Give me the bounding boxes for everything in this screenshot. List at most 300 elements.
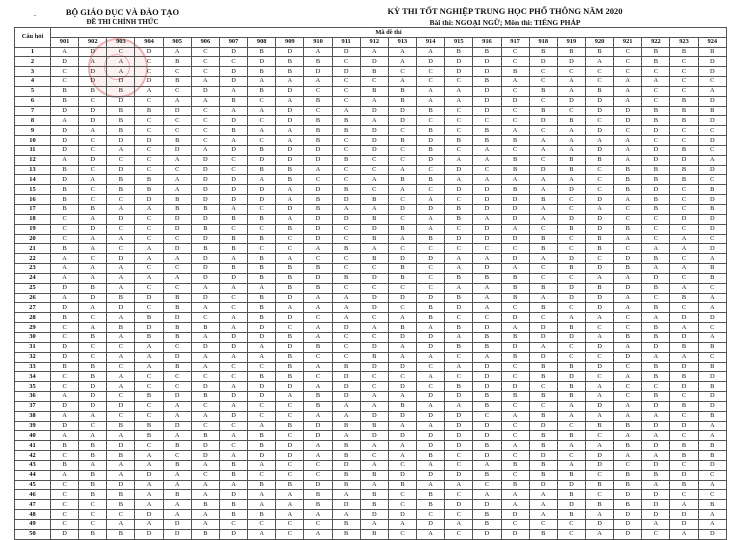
answer-cell: C bbox=[135, 116, 163, 126]
answer-cell: C bbox=[670, 136, 698, 146]
answer-cell: C bbox=[135, 372, 163, 382]
answer-cell: B bbox=[248, 145, 276, 155]
answer-cell: C bbox=[417, 510, 445, 520]
answer-cell: B bbox=[163, 205, 191, 215]
answer-cell: C bbox=[191, 401, 219, 411]
table-row bbox=[15, 195, 727, 205]
answer-cell: C bbox=[276, 460, 304, 470]
answer-cell: C bbox=[360, 332, 388, 342]
question-number: 12 bbox=[15, 155, 51, 165]
answer-cell: B bbox=[557, 470, 585, 480]
answer-cell: A bbox=[360, 47, 388, 57]
answer-cell: B bbox=[670, 145, 698, 155]
answer-cell: B bbox=[360, 234, 388, 244]
answer-cell: A bbox=[191, 77, 219, 87]
answer-cell: B bbox=[501, 460, 529, 470]
answer-cell: D bbox=[473, 323, 501, 333]
answer-cell: A bbox=[163, 273, 191, 283]
answer-cell: A bbox=[107, 332, 135, 342]
answer-cell: C bbox=[51, 500, 79, 510]
answer-cell: A bbox=[135, 205, 163, 215]
answer-cell: A bbox=[585, 273, 613, 283]
answer-cell: C bbox=[163, 86, 191, 96]
answer-cell: B bbox=[557, 382, 585, 392]
answer-cell: C bbox=[670, 273, 698, 283]
answer-cell: C bbox=[360, 382, 388, 392]
answer-cell: B bbox=[529, 362, 557, 372]
answer-cell: A bbox=[670, 500, 698, 510]
exam-code-header: 910 bbox=[304, 38, 332, 48]
answer-cell: B bbox=[135, 106, 163, 116]
answer-cell: B bbox=[670, 480, 698, 490]
answer-cell: B bbox=[163, 490, 191, 500]
answer-cell: B bbox=[191, 244, 219, 254]
answer-cell: B bbox=[107, 175, 135, 185]
answer-cell: B bbox=[276, 362, 304, 372]
answer-cell: C bbox=[135, 441, 163, 451]
answer-cell: A bbox=[107, 234, 135, 244]
answer-cell: A bbox=[614, 195, 642, 205]
answer-cell: C bbox=[529, 382, 557, 392]
answer-cell: A bbox=[445, 254, 473, 264]
exam-code-header: 912 bbox=[360, 38, 388, 48]
answer-cell: D bbox=[79, 392, 107, 402]
answer-cell: B bbox=[219, 126, 247, 136]
answer-cell: C bbox=[304, 470, 332, 480]
answer-cell: C bbox=[501, 451, 529, 461]
answer-cell: C bbox=[276, 520, 304, 530]
answer-cell: C bbox=[332, 264, 360, 274]
answer-cell: B bbox=[219, 500, 247, 510]
answer-cell: D bbox=[388, 332, 416, 342]
answer-cell: B bbox=[248, 214, 276, 224]
table-row bbox=[15, 303, 727, 313]
answer-cell: D bbox=[445, 431, 473, 441]
answer-cell: C bbox=[445, 490, 473, 500]
answer-cell: D bbox=[417, 411, 445, 421]
answer-cell: A bbox=[529, 214, 557, 224]
answer-cell: C bbox=[304, 254, 332, 264]
answer-cell: C bbox=[388, 490, 416, 500]
answer-cell: B bbox=[698, 205, 726, 215]
answer-cell: D bbox=[360, 303, 388, 313]
answer-cell: C bbox=[417, 165, 445, 175]
answer-cell: B bbox=[248, 67, 276, 77]
answer-cell: A bbox=[304, 293, 332, 303]
answer-cell: C bbox=[332, 342, 360, 352]
answer-cell: C bbox=[642, 234, 670, 244]
answer-cell: A bbox=[135, 86, 163, 96]
answer-cell: B bbox=[276, 332, 304, 342]
answer-cell: A bbox=[219, 480, 247, 490]
table-row bbox=[15, 411, 727, 421]
answer-cell: C bbox=[642, 86, 670, 96]
answer-cell: A bbox=[304, 332, 332, 342]
answer-cell: A bbox=[79, 234, 107, 244]
answer-cell: D bbox=[670, 520, 698, 530]
answer-cell: B bbox=[219, 244, 247, 254]
answer-cell: C bbox=[163, 234, 191, 244]
answer-cell: A bbox=[529, 510, 557, 520]
answer-cell: D bbox=[473, 431, 501, 441]
answer-cell: D bbox=[163, 145, 191, 155]
answer-cell: C bbox=[388, 214, 416, 224]
answer-cell: B bbox=[107, 500, 135, 510]
answer-cell: D bbox=[163, 244, 191, 254]
answer-cell: A bbox=[557, 145, 585, 155]
answer-cell: B bbox=[585, 155, 613, 165]
answer-cell: B bbox=[642, 254, 670, 264]
answer-cell: A bbox=[276, 136, 304, 146]
answer-cell: C bbox=[51, 214, 79, 224]
answer-cell: C bbox=[501, 401, 529, 411]
answer-cell: D bbox=[51, 126, 79, 136]
answer-cell: B bbox=[332, 520, 360, 530]
answer-cell: D bbox=[163, 224, 191, 234]
answer-cell: A bbox=[107, 382, 135, 392]
answer-cell: C bbox=[219, 372, 247, 382]
answer-cell: D bbox=[163, 352, 191, 362]
answer-cell: C bbox=[557, 234, 585, 244]
table-row bbox=[15, 510, 727, 520]
answer-cell: B bbox=[557, 510, 585, 520]
table-row bbox=[15, 451, 727, 461]
answer-cell: D bbox=[473, 57, 501, 67]
answer-cell: C bbox=[501, 86, 529, 96]
answer-cell: A bbox=[191, 490, 219, 500]
answer-cell: B bbox=[585, 283, 613, 293]
answer-cell: B bbox=[135, 332, 163, 342]
answer-cell: C bbox=[163, 342, 191, 352]
answer-cell: D bbox=[614, 490, 642, 500]
answer-cell: B bbox=[670, 372, 698, 382]
answer-cell: B bbox=[332, 362, 360, 372]
answer-cell: D bbox=[51, 421, 79, 431]
answer-cell: A bbox=[332, 431, 360, 441]
answer-cell: D bbox=[614, 529, 642, 539]
answer-cell: B bbox=[670, 96, 698, 106]
answer-cell: B bbox=[698, 441, 726, 451]
answer-cell: D bbox=[698, 372, 726, 382]
answer-cell: D bbox=[276, 342, 304, 352]
answer-cell: A bbox=[163, 411, 191, 421]
answer-cell: B bbox=[670, 401, 698, 411]
answer-cell: B bbox=[501, 480, 529, 490]
answer-cell: D bbox=[163, 529, 191, 539]
answer-cell: B bbox=[557, 362, 585, 372]
answer-cell: D bbox=[529, 116, 557, 126]
answer-cell: B bbox=[698, 273, 726, 283]
answer-cell: A bbox=[360, 441, 388, 451]
answer-cell: B bbox=[473, 401, 501, 411]
answer-cell: B bbox=[219, 460, 247, 470]
answer-cell: D bbox=[135, 136, 163, 146]
answer-cell: C bbox=[670, 185, 698, 195]
answer-cell: B bbox=[529, 470, 557, 480]
answer-cell: D bbox=[163, 214, 191, 224]
answer-cell: B bbox=[79, 470, 107, 480]
answer-cell: C bbox=[332, 136, 360, 146]
answer-cell: D bbox=[473, 264, 501, 274]
answer-cell: C bbox=[135, 401, 163, 411]
answer-cell: A bbox=[698, 520, 726, 530]
answer-cell: C bbox=[388, 303, 416, 313]
answer-cell: B bbox=[163, 332, 191, 342]
answer-cell: C bbox=[585, 165, 613, 175]
answer-cell: C bbox=[51, 332, 79, 342]
answer-cell: C bbox=[79, 96, 107, 106]
answer-cell: B bbox=[670, 165, 698, 175]
answer-cell: C bbox=[388, 145, 416, 155]
answer-cell: A bbox=[614, 372, 642, 382]
answer-cell: D bbox=[79, 116, 107, 126]
answer-cell: D bbox=[642, 460, 670, 470]
answer-cell: D bbox=[698, 392, 726, 402]
question-number: 35 bbox=[15, 382, 51, 392]
answer-cell: D bbox=[191, 293, 219, 303]
answer-cell: A bbox=[360, 392, 388, 402]
answer-cell: B bbox=[360, 254, 388, 264]
answer-cell: B bbox=[276, 352, 304, 362]
answer-cell: C bbox=[276, 411, 304, 421]
answer-cell: B bbox=[473, 520, 501, 530]
answer-cell: C bbox=[670, 205, 698, 215]
answer-cell: D bbox=[473, 224, 501, 234]
answer-cell: C bbox=[698, 470, 726, 480]
answer-cell: C bbox=[248, 401, 276, 411]
table-row bbox=[15, 165, 727, 175]
answer-cell: C bbox=[445, 352, 473, 362]
answer-cell: B bbox=[529, 86, 557, 96]
answer-cell: B bbox=[163, 362, 191, 372]
answer-cell: C bbox=[529, 273, 557, 283]
answer-cell: D bbox=[276, 205, 304, 215]
answer-cell: A bbox=[248, 175, 276, 185]
answer-cell: D bbox=[276, 451, 304, 461]
answer-cell: C bbox=[670, 490, 698, 500]
answer-cell: D bbox=[248, 332, 276, 342]
table-row bbox=[15, 332, 727, 342]
answer-cell: B bbox=[529, 106, 557, 116]
answer-cell: D bbox=[529, 165, 557, 175]
answer-cell: D bbox=[332, 47, 360, 57]
answer-cell: A bbox=[445, 362, 473, 372]
answer-cell: B bbox=[614, 175, 642, 185]
answer-cell: B bbox=[698, 411, 726, 421]
answer-cell: A bbox=[445, 96, 473, 106]
answer-cell: C bbox=[529, 224, 557, 234]
answer-cell: D bbox=[501, 214, 529, 224]
answer-cell: B bbox=[529, 244, 557, 254]
answer-cell: C bbox=[360, 155, 388, 165]
answer-cell: C bbox=[107, 195, 135, 205]
answer-cell: A bbox=[304, 47, 332, 57]
answer-cell: D bbox=[473, 185, 501, 195]
answer-cell: B bbox=[219, 510, 247, 520]
answer-cell: B bbox=[473, 332, 501, 342]
answer-cell: A bbox=[614, 303, 642, 313]
question-number: 45 bbox=[15, 480, 51, 490]
answer-cell: C bbox=[614, 214, 642, 224]
answer-cell: C bbox=[557, 205, 585, 215]
answer-cell: A bbox=[417, 352, 445, 362]
table-row bbox=[15, 372, 727, 382]
answer-cell: D bbox=[388, 362, 416, 372]
answer-cell: B bbox=[219, 234, 247, 244]
answer-cell: B bbox=[304, 126, 332, 136]
answer-cell: A bbox=[304, 323, 332, 333]
answer-cell: C bbox=[445, 195, 473, 205]
answer-cell: A bbox=[557, 175, 585, 185]
answer-cell: D bbox=[360, 224, 388, 234]
answer-cell: A bbox=[135, 460, 163, 470]
answer-cell: A bbox=[473, 352, 501, 362]
table-row bbox=[15, 401, 727, 411]
answer-cell: D bbox=[529, 480, 557, 490]
answer-cell: D bbox=[360, 145, 388, 155]
answer-cell: B bbox=[79, 490, 107, 500]
answer-cell: D bbox=[557, 293, 585, 303]
answer-cell: D bbox=[557, 283, 585, 293]
answer-cell: D bbox=[135, 77, 163, 87]
answer-cell: C bbox=[445, 529, 473, 539]
question-number: 38 bbox=[15, 411, 51, 421]
answer-cell: C bbox=[163, 264, 191, 274]
answer-cell: C bbox=[219, 520, 247, 530]
question-number: 4 bbox=[15, 77, 51, 87]
answer-cell: B bbox=[642, 195, 670, 205]
table-row bbox=[15, 500, 727, 510]
answer-cell: A bbox=[473, 490, 501, 500]
answer-cell: B bbox=[248, 480, 276, 490]
answer-cell: C bbox=[79, 254, 107, 264]
answer-cell: A bbox=[163, 155, 191, 165]
answer-cell: C bbox=[557, 106, 585, 116]
answer-cell: A bbox=[614, 96, 642, 106]
answer-cell: C bbox=[79, 342, 107, 352]
answer-cell: B bbox=[51, 195, 79, 205]
table-row bbox=[15, 224, 727, 234]
answer-cell: C bbox=[304, 520, 332, 530]
answer-cell: D bbox=[332, 67, 360, 77]
answer-cell: A bbox=[107, 313, 135, 323]
answer-cell: C bbox=[79, 185, 107, 195]
answer-cell: B bbox=[388, 323, 416, 333]
question-number: 19 bbox=[15, 224, 51, 234]
answer-cell: B bbox=[388, 96, 416, 106]
question-number: 9 bbox=[15, 126, 51, 136]
answer-cell: B bbox=[614, 500, 642, 510]
answer-cell: C bbox=[276, 431, 304, 441]
answer-cell: C bbox=[388, 372, 416, 382]
answer-cell: B bbox=[135, 185, 163, 195]
answer-cell: A bbox=[191, 303, 219, 313]
answer-cell: C bbox=[191, 421, 219, 431]
answer-cell: A bbox=[248, 126, 276, 136]
answer-cell: A bbox=[417, 214, 445, 224]
answer-cell: C bbox=[557, 273, 585, 283]
answer-cell: A bbox=[698, 421, 726, 431]
answer-cell: A bbox=[107, 67, 135, 77]
answer-cell: D bbox=[529, 451, 557, 461]
answer-cell: A bbox=[360, 520, 388, 530]
answer-cell: D bbox=[163, 421, 191, 431]
answer-cell: C bbox=[360, 313, 388, 323]
table-row bbox=[15, 273, 727, 283]
answer-cell: B bbox=[642, 323, 670, 333]
answer-cell: C bbox=[332, 352, 360, 362]
table-row bbox=[15, 470, 727, 480]
answer-cell: A bbox=[276, 195, 304, 205]
answer-cell: B bbox=[276, 421, 304, 431]
exam-code-header: 916 bbox=[473, 38, 501, 48]
answer-cell: D bbox=[332, 323, 360, 333]
answer-cell: C bbox=[135, 234, 163, 244]
answer-cell: C bbox=[585, 323, 613, 333]
answer-cell: C bbox=[642, 224, 670, 234]
answer-cell: B bbox=[304, 96, 332, 106]
answer-cell: B bbox=[79, 372, 107, 382]
answer-cell: D bbox=[360, 273, 388, 283]
answer-cell: C bbox=[51, 323, 79, 333]
answer-cell: D bbox=[51, 401, 79, 411]
answer-cell: A bbox=[248, 421, 276, 431]
answer-cell: A bbox=[445, 283, 473, 293]
answer-cell: B bbox=[642, 106, 670, 116]
answer-cell: D bbox=[276, 86, 304, 96]
answer-cell: A bbox=[332, 303, 360, 313]
answer-cell: C bbox=[388, 244, 416, 254]
answer-cell: B bbox=[501, 273, 529, 283]
answer-cell: C bbox=[163, 126, 191, 136]
answer-cell: D bbox=[642, 126, 670, 136]
answer-cell: D bbox=[445, 67, 473, 77]
answer-cell: A bbox=[248, 77, 276, 87]
answer-cell: A bbox=[332, 490, 360, 500]
answer-cell: A bbox=[614, 431, 642, 441]
answer-cell: A bbox=[248, 529, 276, 539]
answer-cell: C bbox=[163, 382, 191, 392]
answer-cell: C bbox=[248, 224, 276, 234]
answer-cell: B bbox=[107, 421, 135, 431]
answer-cell: B bbox=[248, 254, 276, 264]
answer-cell: B bbox=[332, 273, 360, 283]
answer-cell: B bbox=[670, 293, 698, 303]
answer-rows bbox=[15, 47, 727, 539]
answer-cell: D bbox=[585, 362, 613, 372]
answer-cell: D bbox=[473, 451, 501, 461]
answer-cell: C bbox=[529, 313, 557, 323]
answer-cell: B bbox=[445, 214, 473, 224]
answer-cell: A bbox=[670, 352, 698, 362]
answer-cell: D bbox=[135, 47, 163, 57]
answer-cell: C bbox=[698, 490, 726, 500]
table-row bbox=[15, 264, 727, 274]
answer-cell: B bbox=[51, 86, 79, 96]
answer-cell: C bbox=[557, 244, 585, 254]
answer-cell: B bbox=[163, 460, 191, 470]
table-row bbox=[15, 47, 727, 57]
answer-cell: D bbox=[304, 421, 332, 431]
answer-cell: A bbox=[642, 313, 670, 323]
answer-cell: A bbox=[417, 460, 445, 470]
answer-cell: C bbox=[332, 332, 360, 342]
answer-cell: D bbox=[642, 500, 670, 510]
exam-code-header: 907 bbox=[219, 38, 247, 48]
answer-cell: D bbox=[585, 303, 613, 313]
answer-cell: B bbox=[670, 451, 698, 461]
answer-cell: D bbox=[79, 401, 107, 411]
